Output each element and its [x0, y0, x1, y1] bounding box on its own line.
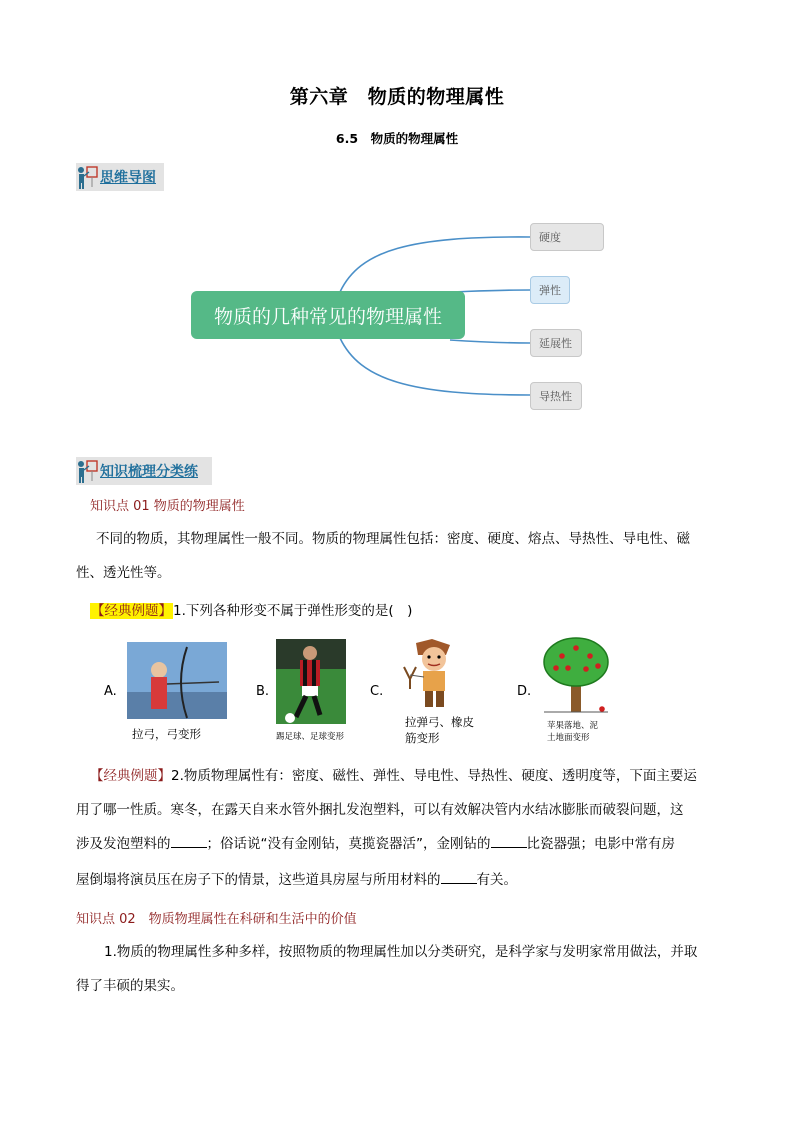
kp1-paragraph-line2: 性、透光性等。: [76, 565, 171, 581]
option-a-caption: 拉弓，弓变形: [132, 727, 201, 741]
option-b-letter: B.: [256, 684, 270, 699]
answer-blank-3[interactable]: [441, 871, 477, 884]
teacher-icon: [76, 459, 98, 483]
teacher-icon: [76, 165, 98, 189]
example2-line4-part2: 有关。: [476, 872, 517, 888]
example2-line3: [76, 828, 736, 861]
option-d-caption-line1: 苹果落地、泥: [547, 721, 599, 731]
football-player-image: [276, 639, 346, 724]
answer-blank-1[interactable]: [171, 835, 207, 848]
mindmap-leaf-ductility: 延展性: [530, 329, 582, 357]
mindmap-banner: [76, 163, 164, 191]
example2-line3-part1: 涉及发泡塑料的: [76, 836, 171, 852]
apple-tree-image: [540, 636, 612, 716]
mindmap-central-node: 物质的几种常见的物理属性: [191, 291, 465, 339]
example2-line3-part3: 比瓷器强；电影中常有房: [526, 836, 675, 852]
example1-tag: 【经典例题】: [91, 603, 172, 619]
kp2-title: 知识点 02 物质物理属性在科研和生活中的价值: [76, 912, 357, 927]
mindmap-leaf-elasticity: 弹性: [530, 276, 570, 304]
option-c-caption-line1: 拉弹弓、橡皮: [405, 715, 474, 729]
example1-question-text: 1.下列各种形变不属于弹性形变的是( ): [173, 603, 413, 619]
section-title: 6.5 物质的物理属性: [335, 131, 459, 146]
example1-question: [90, 595, 730, 628]
archer-image: [127, 642, 227, 719]
example2-line3-part2: ；俗话说“没有金刚钻，莫揽瓷器活”，金刚钻的: [206, 836, 491, 852]
option-c-caption-line2: 筋变形: [405, 731, 440, 745]
mindmap-banner-label: 思维导图: [100, 170, 156, 186]
example2-line1-text: 2.物质物理属性有：密度、磁性、弹性、导电性、导热性、硬度、透明度等，下面主要运: [171, 768, 697, 784]
kp2-paragraph-line1: 1.物质的物理属性多种多样，按照物质的物理属性加以分类研究，是科学家与发明家常用做法，并取: [104, 944, 698, 960]
knowledge-banner: [76, 457, 212, 485]
example2-line2: 用了哪一性质。寒冬，在露天自来水管外捆扎发泡塑料，可以有效解决管内水结冰膨胀而破裂问题，这: [76, 802, 684, 818]
answer-blank-2[interactable]: [491, 835, 527, 848]
option-a-letter: A.: [104, 684, 117, 699]
mindmap-leaf-hardness: 硬度: [530, 223, 604, 251]
example2-tag: 【经典例题】: [90, 768, 171, 784]
option-c-letter: C.: [370, 684, 384, 699]
kp2-paragraph-line2: 得了丰硕的果实。: [76, 978, 184, 994]
option-d-caption-line2: 土地面变形: [547, 733, 590, 743]
option-b-caption: 踢足球、足球变形: [276, 732, 345, 742]
example2-line1: [90, 760, 730, 793]
mindmap-leaf-thermal-conductivity: 导热性: [530, 382, 582, 410]
kp1-title: 知识点 01 物质的物理属性: [90, 499, 245, 514]
slingshot-boy-image: [398, 637, 468, 713]
kp1-paragraph-line1: 不同的物质，其物理属性一般不同。物质的物理属性包括：密度、硬度、熔点、导热性、导电性、磁: [96, 531, 690, 547]
option-d-letter: D.: [517, 684, 532, 699]
example2-line4-part1: 屋倒塌将演员压在房子下的情景，这些道具房屋与所用材料的: [76, 872, 441, 888]
example2-line4: [76, 864, 736, 897]
knowledge-banner-label: 知识梳理分类练: [100, 464, 198, 480]
chapter-title: 第六章 物质的物理属性: [289, 86, 505, 108]
